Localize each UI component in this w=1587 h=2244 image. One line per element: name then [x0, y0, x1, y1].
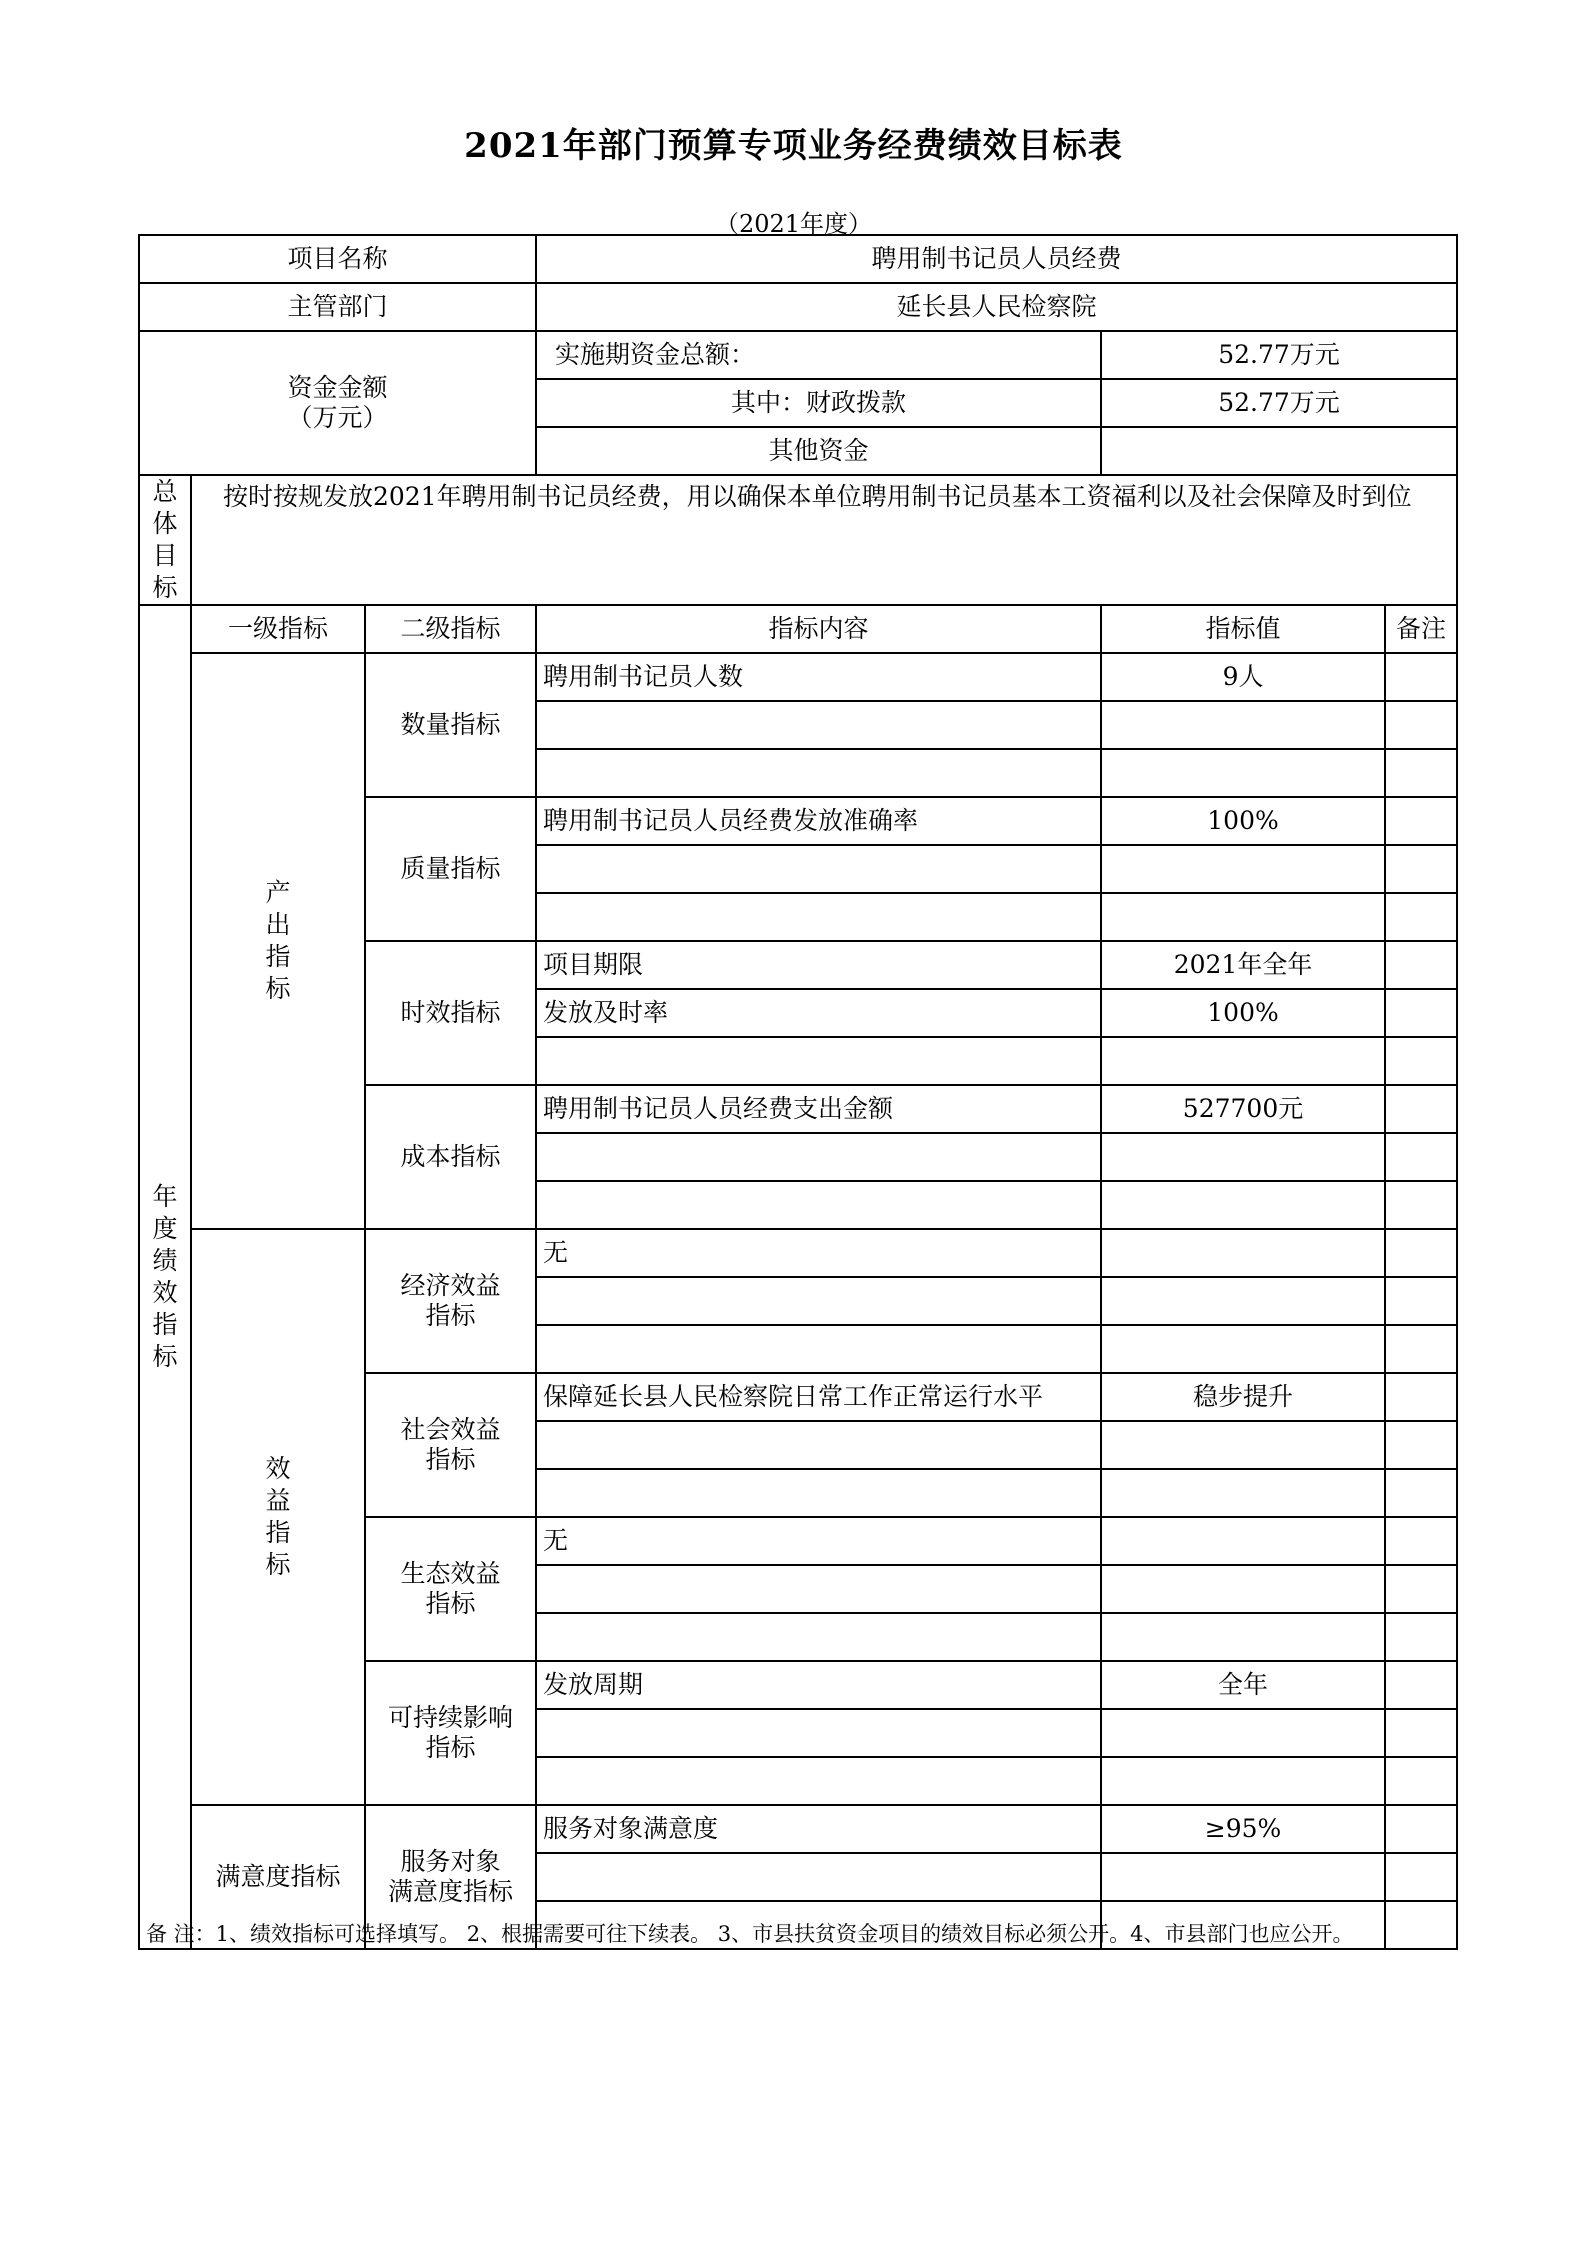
indicator-value [1101, 1613, 1385, 1661]
indicator-value: ≥95% [1101, 1805, 1385, 1853]
benefit-indicators-label: 效益指标 [191, 1229, 365, 1805]
indicator-remark [1385, 1757, 1457, 1805]
indicator-content [536, 1277, 1101, 1325]
indicator-value: 100% [1101, 989, 1385, 1037]
header-value: 指标值 [1101, 605, 1385, 653]
overall-goal-text: 按时按规发放2021年聘用制书记员经费，用以确保本单位聘用制书记员基本工资福利以及社会保障及时到位 [191, 475, 1457, 605]
indicator-content: 无 [536, 1517, 1101, 1565]
indicator-value [1101, 1853, 1385, 1901]
indicator-content [536, 1709, 1101, 1757]
indicator-remark [1385, 1037, 1457, 1085]
department-label: 主管部门 [139, 283, 536, 331]
timeliness-indicator-label: 时效指标 [365, 941, 536, 1085]
header-level1: 一级指标 [191, 605, 365, 653]
performance-target-table [138, 234, 1458, 1950]
social-indicator-label: 社会效益 指标 [365, 1373, 536, 1517]
indicator-content: 无 [536, 1229, 1101, 1277]
indicator-remark [1385, 1517, 1457, 1565]
indicator-remark [1385, 1133, 1457, 1181]
indicator-content [536, 701, 1101, 749]
indicator-remark [1385, 1181, 1457, 1229]
ecological-indicator-label: 生态效益 指标 [365, 1517, 536, 1661]
indicator-content [536, 893, 1101, 941]
service-satisfaction-indicator-label: 服务对象 满意度指标 [365, 1805, 536, 1949]
year-label: （2021年度） [714, 210, 873, 238]
quantity-indicator-label: 数量指标 [365, 653, 536, 797]
funds-fiscal-value: 52.77万元 [1101, 379, 1457, 427]
indicator-value [1101, 1709, 1385, 1757]
indicator-value [1101, 1325, 1385, 1373]
indicator-remark [1385, 1325, 1457, 1373]
indicator-content [536, 1133, 1101, 1181]
footnote: 备 注：1、绩效指标可选择填写。 2、根据需要可往下续表。 3、市县扶贫资金项目的绩效目标必须公开。4、市县部门也应公开。 [146, 1922, 1354, 1946]
indicator-value [1101, 1181, 1385, 1229]
indicator-remark [1385, 1565, 1457, 1613]
indicator-value [1101, 1517, 1385, 1565]
indicator-content: 聘用制书记员人员经费发放准确率 [536, 797, 1101, 845]
indicator-remark [1385, 1613, 1457, 1661]
indicator-content [536, 749, 1101, 797]
indicator-value [1101, 845, 1385, 893]
indicator-value [1101, 701, 1385, 749]
indicator-remark [1385, 1469, 1457, 1517]
indicator-remark [1385, 1709, 1457, 1757]
indicator-content [536, 1853, 1101, 1901]
indicator-content [536, 1613, 1101, 1661]
indicator-remark [1385, 1805, 1457, 1853]
overall-goal-label: 总体目标 [139, 475, 191, 605]
indicator-remark [1385, 1085, 1457, 1133]
indicator-remark [1385, 845, 1457, 893]
indicator-content: 聘用制书记员人员经费支出金额 [536, 1085, 1101, 1133]
indicator-value [1101, 1421, 1385, 1469]
funds-total-label: 实施期资金总额： [536, 331, 1101, 379]
indicator-value: 稳步提升 [1101, 1373, 1385, 1421]
indicator-content [536, 1325, 1101, 1373]
indicator-value: 9人 [1101, 653, 1385, 701]
project-name-label: 项目名称 [139, 235, 536, 283]
indicator-remark [1385, 797, 1457, 845]
indicator-value [1101, 1037, 1385, 1085]
indicator-content: 发放及时率 [536, 989, 1101, 1037]
indicator-content [536, 1565, 1101, 1613]
indicator-remark [1385, 1277, 1457, 1325]
indicator-remark [1385, 893, 1457, 941]
indicator-content [536, 845, 1101, 893]
header-remark: 备注 [1385, 605, 1457, 653]
indicator-content: 服务对象满意度 [536, 1805, 1101, 1853]
indicator-value [1101, 1565, 1385, 1613]
indicator-remark [1385, 653, 1457, 701]
project-name-value: 聘用制书记员人员经费 [536, 235, 1457, 283]
header-level2: 二级指标 [365, 605, 536, 653]
indicator-content [536, 1469, 1101, 1517]
annual-indicators-label: 年度绩效指标 [139, 605, 191, 1949]
indicator-remark [1385, 941, 1457, 989]
funds-label-line2: （万元） [287, 403, 388, 432]
indicator-content: 聘用制书记员人数 [536, 653, 1101, 701]
indicator-remark [1385, 1853, 1457, 1901]
satisfaction-indicators-label: 满意度指标 [191, 1805, 365, 1949]
indicator-remark [1385, 1421, 1457, 1469]
indicator-value [1101, 749, 1385, 797]
indicator-content [536, 1037, 1101, 1085]
funds-other-label: 其他资金 [536, 427, 1101, 475]
quality-indicator-label: 质量指标 [365, 797, 536, 941]
funds-label [139, 331, 536, 475]
sustainable-indicator-label: 可持续影响 指标 [365, 1661, 536, 1805]
indicator-content: 保障延长县人民检察院日常工作正常运行水平 [536, 1373, 1101, 1421]
indicator-value [1101, 1469, 1385, 1517]
indicator-remark [1385, 749, 1457, 797]
indicator-value: 527700元 [1101, 1085, 1385, 1133]
page-title: 2021年部门预算专项业务经费绩效目标表 [464, 126, 1123, 166]
cost-indicator-label: 成本指标 [365, 1085, 536, 1229]
indicator-remark [1385, 1229, 1457, 1277]
indicator-remark [1385, 1661, 1457, 1709]
header-content: 指标内容 [536, 605, 1101, 653]
indicator-content: 项目期限 [536, 941, 1101, 989]
indicator-value [1101, 1757, 1385, 1805]
economic-indicator-label: 经济效益 指标 [365, 1229, 536, 1373]
funds-total-value: 52.77万元 [1101, 331, 1457, 379]
indicator-value [1101, 1133, 1385, 1181]
funds-fiscal-label: 其中：财政拨款 [536, 379, 1101, 427]
indicator-remark [1385, 1373, 1457, 1421]
indicator-content [536, 1757, 1101, 1805]
indicator-content [536, 1421, 1101, 1469]
funds-label-line1: 资金金额 [287, 373, 388, 402]
indicator-value [1101, 1229, 1385, 1277]
indicator-value: 2021年全年 [1101, 941, 1385, 989]
indicator-content: 发放周期 [536, 1661, 1101, 1709]
department-value: 延长县人民检察院 [536, 283, 1457, 331]
indicator-value: 100% [1101, 797, 1385, 845]
funds-other-value [1101, 427, 1457, 475]
indicator-value [1101, 1277, 1385, 1325]
indicator-remark [1385, 989, 1457, 1037]
indicator-content [536, 1181, 1101, 1229]
indicator-remark [1385, 701, 1457, 749]
output-indicators-label: 产出指标 [191, 653, 365, 1229]
indicator-value: 全年 [1101, 1661, 1385, 1709]
indicator-value [1101, 893, 1385, 941]
